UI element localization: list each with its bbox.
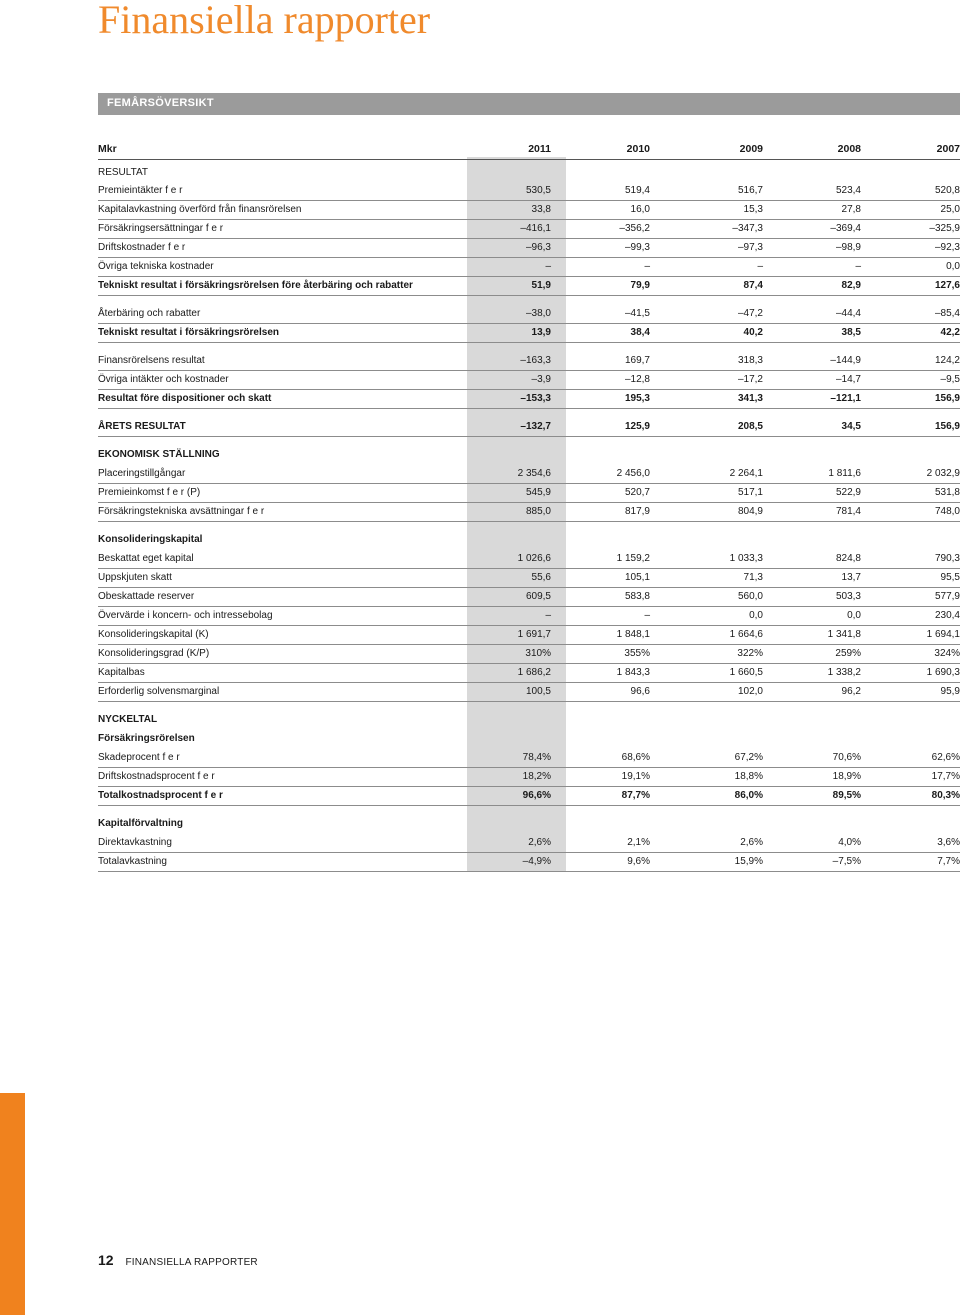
cell-value: –14,7 (835, 374, 861, 385)
table-row (98, 304, 960, 324)
row-label: Finansrörelsens resultat (98, 355, 205, 366)
cell-value: 13,9 (531, 327, 551, 338)
section-banner-label: FEMÅRSÖVERSIKT (107, 97, 214, 109)
cell-value: 545,9 (525, 487, 551, 498)
cell-value: –356,2 (619, 223, 650, 234)
cell-value: 1 691,7 (517, 629, 551, 640)
cell-value: 503,3 (835, 591, 861, 602)
table-row (98, 483, 960, 503)
cell-value: 885,0 (525, 506, 551, 517)
row-label: Skadeprocent f e r (98, 752, 180, 763)
cell-value: 38,5 (841, 327, 861, 338)
accent-bar (0, 1093, 25, 1315)
year-header: 2008 (837, 143, 861, 155)
cell-value: 18,9% (832, 771, 861, 782)
cell-value: 2 032,9 (926, 468, 960, 479)
cell-value: 71,3 (743, 572, 763, 583)
row-label: Konsolideringskapital (K) (98, 629, 209, 640)
row-label: Kapitalbas (98, 667, 145, 678)
table-row (98, 587, 960, 607)
page-footer (98, 1252, 258, 1268)
cell-value: 19,1% (621, 771, 650, 782)
cell-value: –17,2 (737, 374, 763, 385)
unit-label: Mkr (98, 143, 117, 155)
cell-value: –9,5 (940, 374, 960, 385)
cell-value: –85,4 (934, 308, 960, 319)
cell-value: 0,0 (946, 261, 960, 272)
cell-value: 2 354,6 (517, 468, 551, 479)
cell-value: –325,9 (929, 223, 960, 234)
cell-value: 748,0 (934, 506, 960, 517)
cell-value: –98,9 (835, 242, 861, 253)
row-label: Driftskostnader f e r (98, 242, 186, 253)
cell-value: 27,8 (841, 204, 861, 215)
cell-value: –4,9% (522, 856, 551, 867)
cell-value: 577,9 (934, 591, 960, 602)
table-row (98, 568, 960, 588)
row-label: Driftskostnadsprocent f e r (98, 771, 215, 782)
cell-value: 95,9 (940, 686, 960, 697)
row-label: Premieinkomst f e r (P) (98, 487, 201, 498)
cell-value: 87,4 (743, 280, 763, 291)
table-row (98, 351, 960, 371)
cell-value: 1 338,2 (827, 667, 861, 678)
cell-value: 530,5 (525, 185, 551, 196)
cell-value: 34,5 (841, 421, 861, 432)
cell-value: 519,4 (624, 185, 650, 196)
cell-value: 1 811,6 (828, 468, 861, 479)
cell-value: 2 264,1 (729, 468, 763, 479)
row-label: Försäkringstekniska avsättningar f e r (98, 506, 265, 517)
row-label: Tekniskt resultat i försäkringsrörelsen före återbäring och rabatter (98, 280, 413, 291)
cell-value: 96,6 (630, 686, 650, 697)
page-number: 12 (98, 1252, 114, 1268)
cell-value: – (757, 261, 763, 272)
cell-value: 51,9 (531, 280, 551, 291)
cell-value: –96,3 (525, 242, 551, 253)
cell-value: 156,9 (934, 393, 960, 404)
cell-value: 15,9% (734, 856, 763, 867)
cell-value: –144,9 (830, 355, 861, 366)
row-label: Uppskjuten skatt (98, 572, 172, 583)
cell-value: – (545, 261, 551, 272)
row-label: Kapitalavkastning överförd från finansrörelsen (98, 204, 302, 215)
row-label: Försäkringsrörelsen (98, 733, 195, 744)
table-row (98, 323, 960, 343)
cell-value: 324% (934, 648, 960, 659)
year-header: 2007 (936, 143, 960, 155)
cell-value: 531,8 (934, 487, 960, 498)
year-header: 2010 (626, 143, 650, 155)
cell-value: 79,9 (630, 280, 650, 291)
section-heading (98, 710, 960, 729)
row-label: Placeringstillgångar (98, 468, 186, 479)
cell-value: 1 660,5 (729, 667, 763, 678)
cell-value: –99,3 (624, 242, 650, 253)
cell-value: –132,7 (520, 421, 551, 432)
cell-value: 1 843,3 (616, 667, 650, 678)
cell-value: –41,5 (624, 308, 650, 319)
page-title: Finansiella rapporter (98, 0, 431, 42)
cell-value: 790,3 (934, 553, 960, 564)
section-banner (98, 93, 960, 115)
footer-section-title: FINANSIELLA RAPPORTER (125, 1257, 258, 1268)
table-row (98, 200, 960, 220)
table-row (98, 219, 960, 239)
row-label: Resultat före dispositioner och skatt (98, 393, 272, 404)
row-label: NYCKELTAL (98, 714, 158, 725)
cell-value: 2,1% (627, 837, 650, 848)
table-row (98, 663, 960, 683)
cell-value: 156,9 (934, 421, 960, 432)
row-label: Övervärde i koncern- och intressebolag (98, 610, 273, 621)
cell-value: 15,3 (743, 204, 763, 215)
cell-value: 7,7% (937, 856, 960, 867)
table-row (98, 238, 960, 258)
cell-value: 0,0 (847, 610, 861, 621)
cell-value: 1 341,8 (827, 629, 861, 640)
cell-value: –92,3 (934, 242, 960, 253)
section-heading (98, 530, 960, 549)
cell-value: 40,2 (743, 327, 763, 338)
cell-value: 517,1 (737, 487, 763, 498)
cell-value: 33,8 (531, 204, 551, 215)
section-heading (98, 729, 960, 748)
table-row (98, 549, 960, 569)
cell-value: – (644, 610, 650, 621)
cell-value: 1 694,1 (926, 629, 960, 640)
row-label: Beskattat eget kapital (98, 553, 194, 564)
cell-value: –38,0 (525, 308, 551, 319)
cell-value: 522,9 (835, 487, 861, 498)
cell-value: 322% (737, 648, 763, 659)
cell-value: 86,0% (734, 790, 763, 801)
cell-value: 100,5 (525, 686, 551, 697)
row-label: Kapitalförvaltning (98, 818, 184, 829)
row-label: Direktavkastning (98, 837, 172, 848)
cell-value: 1 848,1 (616, 629, 650, 640)
table-row (98, 606, 960, 626)
cell-value: –47,2 (737, 308, 763, 319)
cell-value: 169,7 (624, 355, 650, 366)
row-label: Tekniskt resultat i försäkringsrörelsen (98, 327, 279, 338)
table-row (98, 833, 960, 853)
row-label: Återbäring och rabatter (98, 308, 201, 319)
cell-value: 355% (624, 648, 650, 659)
cell-value: 520,7 (624, 487, 650, 498)
cell-value: –347,3 (732, 223, 763, 234)
table-row (98, 464, 960, 484)
row-label: Erforderlig solvensmarginal (98, 686, 220, 697)
cell-value: 70,6% (832, 752, 861, 763)
cell-value: –3,9 (531, 374, 551, 385)
cell-value: 102,0 (737, 686, 763, 697)
cell-value: –44,4 (835, 308, 861, 319)
cell-value: 78,4% (522, 752, 551, 763)
row-label: EKONOMISK STÄLLNING (98, 449, 220, 460)
cell-value: 310% (525, 648, 551, 659)
cell-value: 804,9 (737, 506, 763, 517)
cell-value: 96,6% (522, 790, 551, 801)
cell-value: 208,5 (737, 421, 763, 432)
table-row (98, 767, 960, 787)
cell-value: 89,5% (832, 790, 861, 801)
cell-value: –163,3 (520, 355, 551, 366)
cell-value: 2,6% (528, 837, 551, 848)
cell-value: –153,3 (520, 393, 551, 404)
cell-value: 80,3% (931, 790, 960, 801)
cell-value: 127,6 (934, 280, 960, 291)
cell-value: –369,4 (830, 223, 861, 234)
cell-value: –12,8 (624, 374, 650, 385)
row-label: Konsolideringsgrad (K/P) (98, 648, 210, 659)
cell-value: 560,0 (737, 591, 763, 602)
cell-value: 2,6% (740, 837, 763, 848)
cell-value: 13,7 (841, 572, 861, 583)
row-label: Konsolideringskapital (98, 534, 203, 545)
cell-value: 1 664,6 (729, 629, 763, 640)
cell-value: 3,6% (937, 837, 960, 848)
table-row (98, 625, 960, 645)
row-label: Försäkringsersättningar f e r (98, 223, 224, 234)
cell-value: 4,0% (838, 837, 861, 848)
cell-value: 67,2% (734, 752, 763, 763)
cell-value: – (855, 261, 861, 272)
cell-value: 95,5 (940, 572, 960, 583)
section-heading (98, 445, 960, 464)
cell-value: 1 686,2 (517, 667, 551, 678)
cell-value: 87,7% (621, 790, 650, 801)
cell-value: 16,0 (630, 204, 650, 215)
cell-value: –416,1 (520, 223, 551, 234)
cell-value: 516,7 (737, 185, 763, 196)
cell-value: 18,2% (522, 771, 551, 782)
row-label: RESULTAT (98, 167, 149, 178)
cell-value: 1 026,6 (517, 553, 551, 564)
cell-value: 520,8 (934, 185, 960, 196)
row-label: Övriga intäkter och kostnader (98, 374, 229, 385)
table-row (98, 786, 960, 806)
row-label: Övriga tekniska kostnader (98, 261, 214, 272)
cell-value: 82,9 (841, 280, 861, 291)
cell-value: – (545, 610, 551, 621)
year-header: 2009 (739, 143, 763, 155)
cell-value: 259% (835, 648, 861, 659)
table-row (98, 276, 960, 296)
year-header: 2011 (528, 143, 551, 155)
table-row (98, 644, 960, 664)
cell-value: 318,3 (737, 355, 763, 366)
table-row (98, 417, 960, 437)
cell-value: 817,9 (624, 506, 650, 517)
cell-value: 583,8 (624, 591, 650, 602)
cell-value: 1 690,3 (926, 667, 960, 678)
row-label: Obeskattade reserver (98, 591, 195, 602)
cell-value: 824,8 (835, 553, 861, 564)
cell-value: 18,8% (734, 771, 763, 782)
cell-value: 25,0 (940, 204, 960, 215)
cell-value: 124,2 (934, 355, 960, 366)
cell-value: 68,6% (621, 752, 650, 763)
table-row (98, 852, 960, 872)
row-label: Totalavkastning (98, 856, 167, 867)
cell-value: 523,4 (835, 185, 861, 196)
cell-value: 105,1 (624, 572, 650, 583)
cell-value: 55,6 (531, 572, 551, 583)
cell-value: – (644, 261, 650, 272)
cell-value: –97,3 (737, 242, 763, 253)
cell-value: 0,0 (749, 610, 763, 621)
row-label: Totalkostnadsprocent f e r (98, 790, 223, 801)
section-heading (98, 814, 960, 833)
table-row (98, 370, 960, 390)
cell-value: 42,2 (940, 327, 960, 338)
cell-value: 781,4 (835, 506, 861, 517)
table-row (98, 502, 960, 522)
cell-value: 38,4 (630, 327, 650, 338)
cell-value: 1 159,2 (616, 553, 650, 564)
cell-value: 230,4 (934, 610, 960, 621)
cell-value: 9,6% (627, 856, 650, 867)
cell-value: 609,5 (525, 591, 551, 602)
table-row (98, 682, 960, 702)
table-row (98, 257, 960, 277)
table-row (98, 748, 960, 768)
section-heading (98, 163, 960, 182)
cell-value: 62,6% (931, 752, 960, 763)
table-row (98, 181, 960, 201)
cell-value: 2 456,0 (616, 468, 650, 479)
table-row (98, 389, 960, 409)
cell-value: 17,7% (931, 771, 960, 782)
cell-value: 341,3 (737, 393, 763, 404)
cell-value: 125,9 (624, 421, 650, 432)
table-header (98, 140, 960, 160)
cell-value: 195,3 (624, 393, 650, 404)
cell-value: –7,5% (832, 856, 861, 867)
row-label: Premieintäkter f e r (98, 185, 183, 196)
cell-value: 1 033,3 (729, 553, 763, 564)
cell-value: 96,2 (841, 686, 861, 697)
row-label: ÅRETS RESULTAT (98, 421, 186, 432)
cell-value: –121,1 (830, 393, 861, 404)
